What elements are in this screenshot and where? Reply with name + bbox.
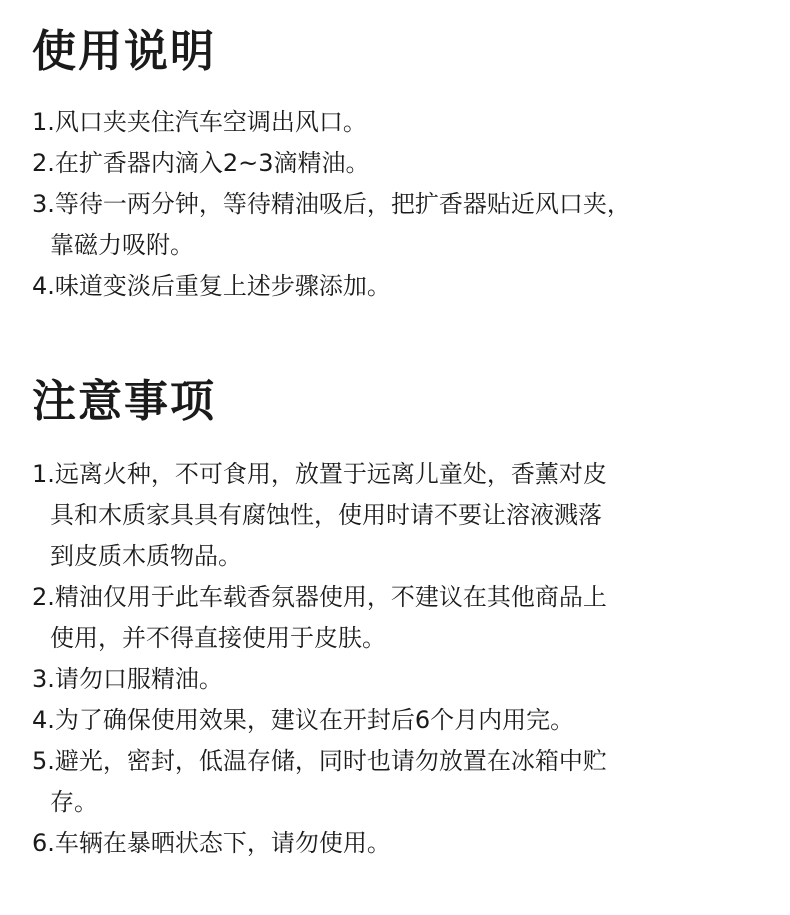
usage-step-line: 4.味道变淡后重复上述步骤添加。 bbox=[32, 272, 391, 300]
note-line: 4.为了确保使用效果，建议在开封后6个月内用完。 bbox=[32, 706, 575, 734]
note-line: 6.车辆在暴晒状态下，请勿使用。 bbox=[32, 829, 391, 857]
usage-step-line: 2.在扩香器内滴入2~3滴精油。 bbox=[32, 149, 370, 177]
note-item-4 bbox=[32, 700, 607, 741]
note-item-6 bbox=[32, 823, 607, 864]
usage-step-1 bbox=[32, 102, 631, 143]
usage-step-line: 3.等待一两分钟，等待精油吸后，把扩香器贴近风口夹， bbox=[32, 190, 631, 218]
usage-steps-list bbox=[32, 102, 631, 307]
note-line: 3.请勿口服精油。 bbox=[32, 665, 223, 693]
note-line: 1.远离火种，不可食用，放置于远离儿童处，香薰对皮 bbox=[32, 460, 607, 488]
notes-list bbox=[32, 454, 607, 864]
note-line-continuation: 到皮质木质物品。 bbox=[50, 542, 242, 570]
note-item-3 bbox=[32, 659, 607, 700]
note-item-2 bbox=[32, 577, 607, 659]
notes-section bbox=[32, 372, 770, 857]
usage-step-2 bbox=[32, 143, 631, 184]
note-line: 2.精油仅用于此车载香氛器使用，不建议在其他商品上 bbox=[32, 583, 607, 611]
usage-section bbox=[32, 22, 770, 300]
usage-step-3 bbox=[32, 184, 631, 266]
usage-title: 使用说明 bbox=[32, 26, 216, 77]
usage-step-4 bbox=[32, 266, 631, 307]
note-line: 5.避光，密封，低温存储，同时也请勿放置在冰箱中贮 bbox=[32, 747, 607, 775]
note-line-continuation: 具和木质家具具有腐蚀性，使用时请不要让溶液溅落 bbox=[50, 501, 602, 529]
usage-step-line: 1.风口夹夹住汽车空调出风口。 bbox=[32, 108, 367, 136]
note-line-continuation: 存。 bbox=[50, 788, 98, 816]
note-line-continuation: 使用，并不得直接使用于皮肤。 bbox=[50, 624, 386, 652]
usage-step-line-continuation: 靠磁力吸附。 bbox=[50, 231, 194, 259]
note-item-5 bbox=[32, 741, 607, 823]
note-item-1 bbox=[32, 454, 607, 577]
notes-title: 注意事项 bbox=[32, 376, 216, 427]
